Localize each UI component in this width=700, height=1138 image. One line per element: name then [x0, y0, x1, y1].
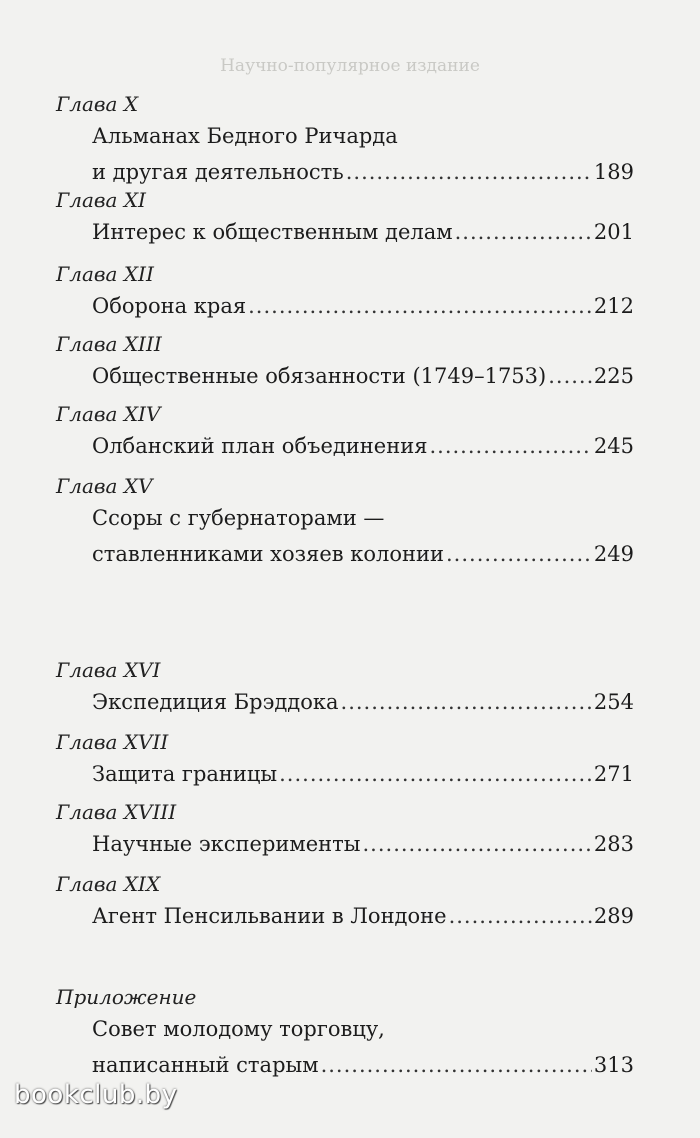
chapter-title-text: Совет молодому торговцу,: [92, 1017, 385, 1041]
chapter-title-line: [92, 1015, 634, 1043]
toc-entry[interactable]: [92, 902, 634, 930]
chapter-label: Глава XIV: [56, 402, 161, 426]
chapter-title-text: Научные эксперименты: [92, 832, 361, 856]
leader-dots: [446, 540, 592, 568]
watermark-logo: bookclub.by: [14, 1080, 178, 1110]
chapter-label: Глава XIII: [56, 332, 162, 356]
chapter-label: Глава XV: [56, 474, 153, 498]
page-number: 225: [593, 364, 634, 388]
chapter-title-text: Альманах Бедного Ричарда: [92, 124, 398, 148]
chapter-label: Глава XVI: [56, 658, 161, 682]
chapter-title-text: Агент Пенсильвании в Лондоне: [92, 904, 447, 928]
leader-dots: [346, 158, 592, 186]
toc-entry[interactable]: [92, 218, 634, 246]
chapter-title-text: и другая деятельность: [92, 160, 344, 184]
leader-dots: [548, 362, 592, 390]
chapter-title-text: Ссоры с губернаторами —: [92, 506, 385, 530]
page-number: 283: [593, 832, 634, 856]
chapter-title-text: Олбанский план объединения: [92, 434, 428, 458]
chapter-label: Глава XII: [56, 262, 154, 286]
chapter-label: Глава XVII: [56, 730, 169, 754]
page-number: 189: [593, 160, 634, 184]
page-number: 245: [593, 434, 634, 458]
leader-dots: [429, 432, 591, 460]
leader-dots: [341, 688, 592, 716]
page-number: 313: [593, 1053, 634, 1077]
chapter-title-text: Интерес к общественным делам: [92, 220, 453, 244]
chapter-title-text: написанный старым: [92, 1053, 319, 1077]
chapter-title-line: [92, 504, 634, 532]
page-number: 201: [593, 220, 634, 244]
toc-entry[interactable]: [92, 688, 634, 716]
chapter-title-text: Общественные обязанности (1749–1753): [92, 364, 547, 388]
page-number: 212: [593, 294, 634, 318]
chapter-label: Приложение: [56, 985, 197, 1009]
show-through-header: Научно-популярное издание: [220, 56, 480, 76]
leader-dots: [321, 1051, 592, 1079]
toc-entry[interactable]: [92, 158, 634, 186]
chapter-label: Глава XIX: [56, 872, 161, 896]
toc-entry[interactable]: [92, 292, 634, 320]
chapter-title-line: [92, 122, 634, 150]
page-number: 254: [593, 690, 634, 714]
toc-entry[interactable]: [92, 1051, 634, 1079]
chapter-label: Глава XVIII: [56, 800, 177, 824]
chapter-label: Глава X: [56, 92, 139, 116]
chapter-title-text: Оборона края: [92, 294, 247, 318]
leader-dots: [449, 902, 592, 930]
leader-dots: [279, 760, 592, 788]
toc-entry[interactable]: [92, 830, 634, 858]
toc-entry[interactable]: [92, 432, 634, 460]
leader-dots: [455, 218, 592, 246]
leader-dots: [363, 830, 592, 858]
chapter-label: Глава XI: [56, 188, 146, 212]
chapter-title-text: Экспедиция Брэддока: [92, 690, 339, 714]
chapter-title-text: Защита границы: [92, 762, 278, 786]
toc-entry[interactable]: [92, 362, 634, 390]
leader-dots: [248, 292, 592, 320]
toc-entry[interactable]: [92, 540, 634, 568]
page-number: 289: [593, 904, 634, 928]
page-number: 271: [593, 762, 634, 786]
page-number: 249: [593, 542, 634, 566]
toc-entry[interactable]: [92, 760, 634, 788]
chapter-title-text: ставленниками хозяев колонии: [92, 542, 444, 566]
